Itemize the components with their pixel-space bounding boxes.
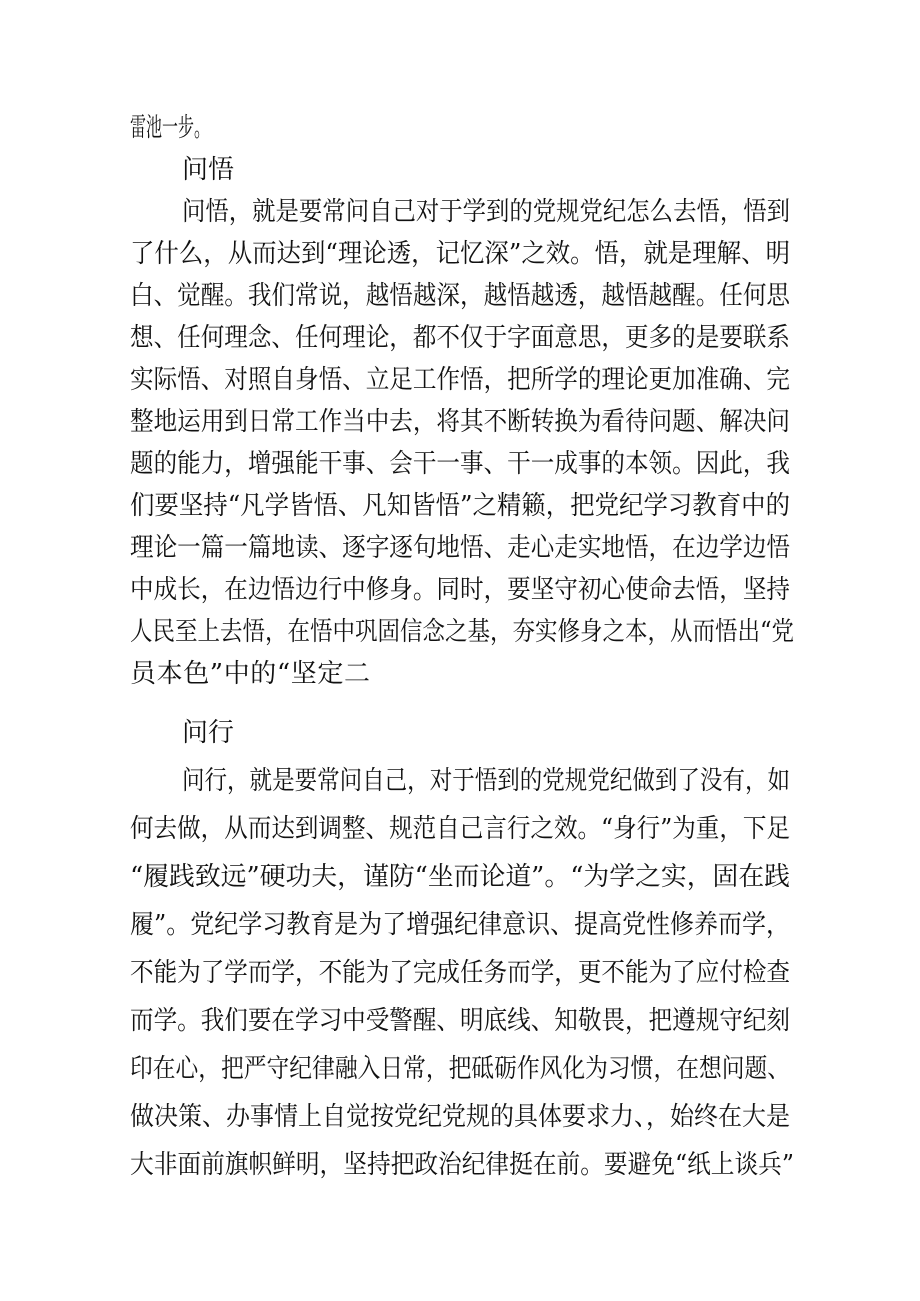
text-line: 问悟，就是要常问自己对于学到的党规党纪怎么去悟，悟到 [182,197,790,227]
text-line: 大非面前旗帜鲜明，坚持把政治纪律挺在前。要避免“纸上谈兵” [130,1150,794,1180]
text-line: 中成长，在边悟边行中修身。同时，要坚守初心使命去悟，坚持 [130,575,790,605]
text-line: 理论一篇一篇地读、逐字逐句地悟、走心走实地悟，在边学边悟 [130,533,790,563]
text-line: 印在心，把严守纪律融入日常，把砥砺作风化为习惯，在想问题、 [130,1054,790,1084]
text-line: 问行，就是要常问自己，对于悟到的党规党纪做到了没有，如 [182,766,790,796]
text-line: 想、任何理念、任何理论，都不仅于字面意思，更多的是要联系 [130,323,790,353]
text-line: “履践致远”硬功夫，谨防“坐而论道”。“为学之实，固在践 [130,862,790,892]
text-line: 不能为了学而学，不能为了完成任务而学，更不能为了应付检查 [130,958,790,988]
text-line: 而学。我们要在学习中受警醒、明底线、知敬畏，把遵规守纪刻 [130,1006,790,1036]
text-line: 雷池一步。 [130,113,210,143]
text-line: 题的能力，增强能干事、会干一事、干一成事的本领。因此，我 [130,449,790,479]
text-line: 白、觉醒。我们常说，越悟越深，越悟越透，越悟越醒。任何思 [130,281,790,311]
text-line: 做决策、办事情上自觉按党纪党规的具体要求力、，始终在大是 [130,1102,790,1132]
text-line: 人民至上去悟，在悟中巩固信念之基，夯实修身之本，从而悟出“党 [130,617,794,647]
section-heading-wenxing: 问行 [182,718,234,748]
text-line: 员本色”中的“坚定二 [130,659,371,689]
text-line: 们要坚持“凡学皆悟、凡知皆悟”之精籁，把党纪学习教育中的 [130,491,790,521]
section-heading-wenwu: 问悟 [182,155,234,185]
text-line: 何去做，从而达到调整、规范自己言行之效。“身行”为重，下足 [130,814,790,844]
text-line: 履”。党纪学习教育是为了增强纪律意识、提高党性修养而学， [130,910,790,940]
text-line: 整地运用到日常工作当中去，将其不断转换为看待问题、解决问 [130,407,790,437]
text-line: 了什么，从而达到“理论透，记忆深”之效。悟，就是理解、明 [130,239,790,269]
text-line: 实际悟、对照自身悟、立足工作悟，把所学的理论更加准确、完 [130,365,790,395]
